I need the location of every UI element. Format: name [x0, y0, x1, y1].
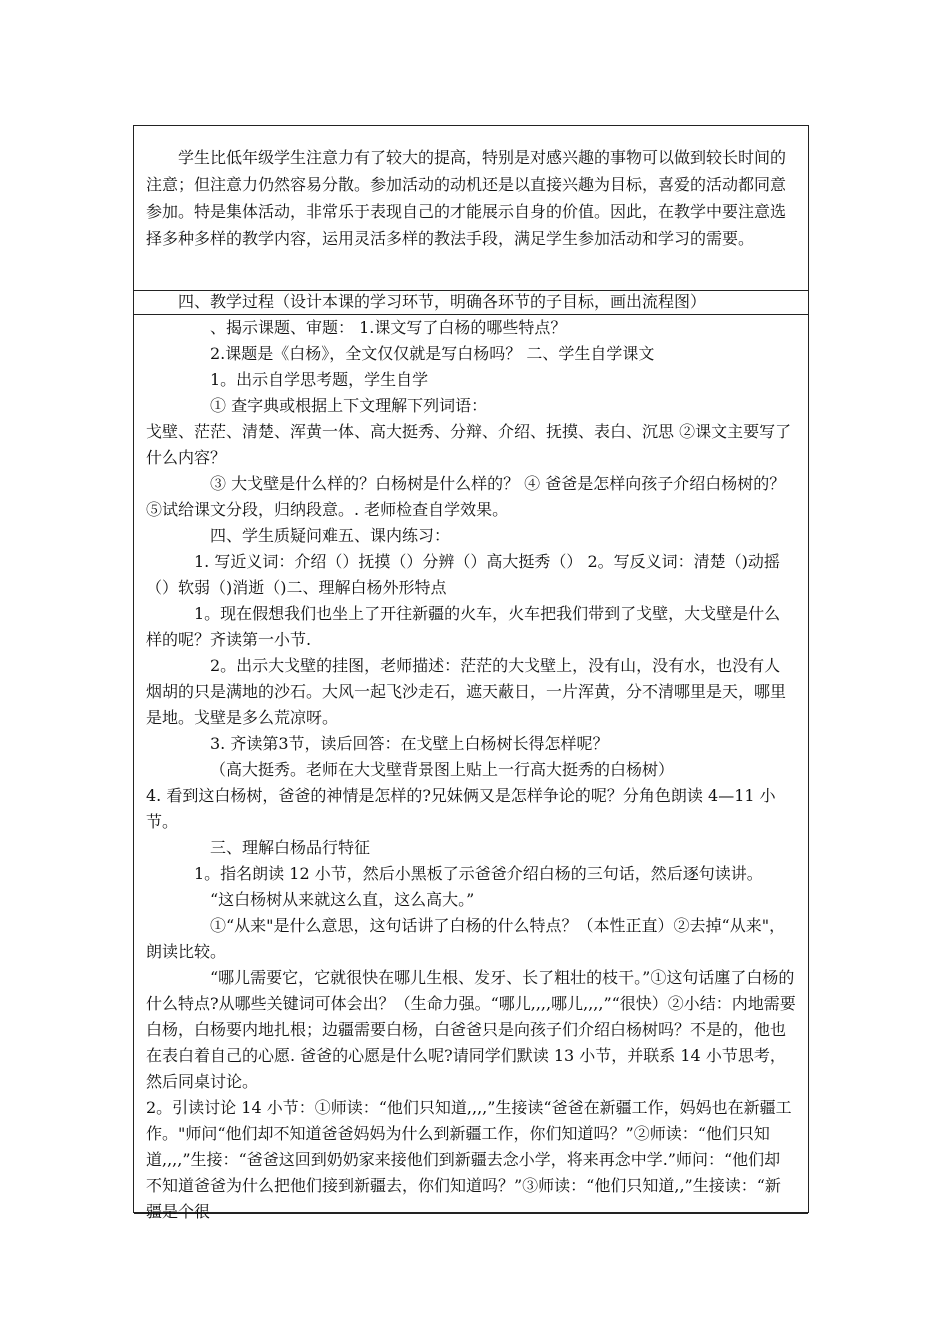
- process-line: 1. 写近义词：介绍（）抚摸（）分辨（）高大挺秀（） 2。写反义词：清楚（)动摇（）软弱（)消逝（)二、理解白杨外形特点: [146, 552, 780, 597]
- lesson-plan-table: [133, 125, 809, 1221]
- process-line: 戈壁、茫茫、清楚、浑黄一体、高大挺秀、分辩、介绍、抚摸、表白、沉思 ②课文主要写了什么内容？: [146, 422, 792, 467]
- process-line: ① 查字典或根据上下文理解下列词语：: [210, 396, 488, 415]
- process-line: ①“从来"是什么意思，这句话讲了白杨的什么特点？（本性正直）②去掉“从来"，朗读比较。: [146, 916, 786, 961]
- student-analysis-row: [134, 126, 808, 291]
- process-header-cell: [134, 291, 808, 313]
- process-line: ③ 大戈壁是什么样的？白杨树是什么样的？ ④ 爸爸是怎样向孩子介绍白杨树的？ ⑤试给课文分段，归纳段意。. 老师检查自学效果。: [146, 474, 786, 519]
- process-line: 1。出示自学思考题，学生自学: [210, 370, 429, 389]
- process-line: 三、理解白杨品行特征: [210, 838, 371, 857]
- process-line: 、揭示课题、审题： 1.课文写了白杨的哪些特点？: [210, 318, 567, 337]
- process-line: 四、学生质疑问难五、课内练习：: [210, 526, 451, 545]
- process-line: 2。出示大戈壁的挂图，老师描述：茫茫的大戈壁上，没有山，没有水，也没有人烟胡的只是满地的沙石。大风一起飞沙走石，遮天蔽日，一片浑黄，分不清哪里是天，哪里是地。戈壁是多么荒凉呀。: [146, 656, 787, 727]
- student-analysis-text: 学生比低年级学生注意力有了较大的提高，特别是对感兴趣的事物可以做到较长时间的注意；但注意力仍然容易分散。参加活动的动机还是以直接兴趣为目标，喜爱的活动都同意参加。特是集体活动，非常乐于表现自己的才能展示自身的价值。因此，在教学中要注意选择多种多样的教学内容，运用灵活多样的教法手段，满足学生参加活动和学习的需要。: [146, 148, 787, 248]
- process-line: 1。指名朗读 12 小节，然后小黑板了示爸爸介绍白杨的三句话，然后逐句读讲。: [194, 864, 763, 883]
- process-line: “哪儿需要它，它就很快在哪儿生根、发牙、长了粗壮的枝干。”①这句话廛了白杨的什么特点?从哪些关键词可体会出？（生命力强。“哪儿,,,,哪儿,,,,”“很快）②小结：内地需要白杨，白杨要内地扎根；边疆需要白杨，白爸爸只是向孩子们介绍白杨树吗？不是的，他也在表白着自己的心愿. 爸爸的心愿是什么呢?请同学们默读 13 小节，并联系 14 小节思考，然后同桌讨论。: [146, 968, 796, 1091]
- process-header-text: 四、教学过程（设计本课的学习环节，明确各环节的子目标，画出流程图）: [178, 292, 707, 311]
- process-content-row: [134, 315, 808, 1221]
- process-line: （高大挺秀。老师在大戈壁背景图上贴上一行高大挺秀的白杨树）: [210, 760, 675, 779]
- process-content-cell: [134, 315, 808, 1225]
- process-line: 4. 看到这白杨树，爸爸的神情是怎样的?兄妹俩又是怎样争论的呢？分角色朗读 4—11 小节。: [146, 786, 776, 831]
- process-line: 3. 齐读第3节，读后回答：在戈壁上白杨树长得怎样呢？: [210, 734, 609, 753]
- process-header-row: [134, 291, 808, 315]
- process-line: 1。现在假想我们也坐上了开往新疆的火车，火车把我们带到了戈壁，大戈壁是什么样的呢？齐读第一小节.: [146, 604, 781, 649]
- student-analysis-cell: [134, 126, 808, 252]
- process-line: “这白杨树从来就这么直，这么高大。”: [210, 890, 475, 909]
- process-line: 2。引读讨论 14 小节：①师读：“他们只知道,,,,”生接读“爸爸在新疆工作，妈妈也在新疆工作。"师问“他们却不知道爸爸妈妈为什么到新疆工作，你们知道吗？”②师读：“他们只知道,,,,”生接：“爸爸这回到奶奶家来接他们到新疆去念小学，将来再念中学.”师问：“他们却不知道爸爸为什么把他们接到新疆去，你们知道吗？”③师读：“他们只知道,,”生接读：“新疆是个很: [146, 1098, 792, 1221]
- process-line: 2.课题是《白杨》，全文仅仅就是写白杨吗？ 二、学生自学课文: [210, 344, 655, 363]
